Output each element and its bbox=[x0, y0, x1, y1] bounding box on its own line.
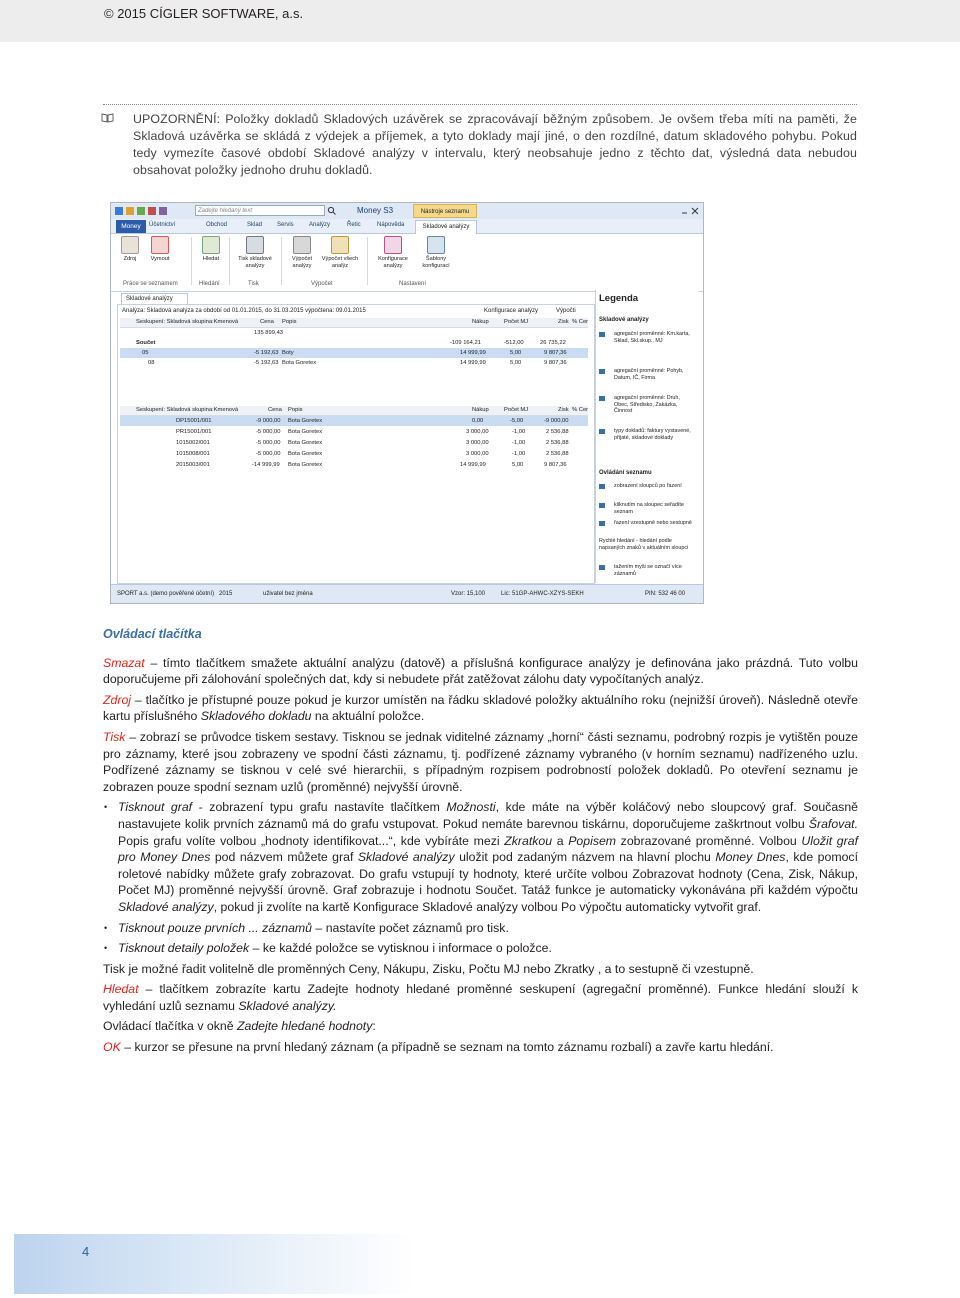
status-company: SPORT a.s. (demo pověřené účetní) bbox=[117, 591, 215, 597]
tab-retic[interactable]: Řetic bbox=[347, 222, 361, 228]
group-tisk: Tisk bbox=[248, 281, 259, 287]
legend-item: typy dokladů: faktury vystavené, přijaté, skladové doklady bbox=[599, 428, 695, 441]
ribbon-tabs bbox=[111, 219, 703, 234]
section-heading: Ovládací tlačítka bbox=[103, 627, 202, 641]
col-nakup[interactable]: Nákup bbox=[472, 407, 489, 413]
vymout-button[interactable]: Vymout bbox=[145, 236, 175, 263]
bullet-prvnich: • Tisknout pouze prvních ... záznamů – nastavíte počet záznamů pro tisk. bbox=[103, 920, 858, 937]
tab-ucetnictvi[interactable]: Účetnictví bbox=[149, 222, 176, 228]
analysis-info: Analýza: Skladová analýza za období od 01.01.2015, do 31.03.2015 výpočtena: 09.01.2015 bbox=[122, 308, 366, 314]
tab-skladove-analyzy[interactable]: Skladové analýzy bbox=[415, 220, 477, 234]
table-row[interactable]: PR15001/001 -5 000,00 Bota Goretex 3 000,00 -1,00 2 536,88 bbox=[176, 429, 569, 435]
book-icon bbox=[101, 113, 114, 123]
paragraph-hledat: Hledat – tlačítkem zobrazíte kartu Zadejte hodnoty hledané proměnné seskupení (agregační proměnné). Funkce hledání slouží k vyhledání uzlů seznamu Skladové analýzy. bbox=[103, 982, 858, 1013]
footer-band bbox=[14, 1234, 414, 1294]
paragraph-ovladaci: Ovládací tlačítka v okně Zadejte hledané hodnoty: bbox=[103, 1019, 376, 1034]
legend-item: agregační proměnné: Druh, Obec, Středisko, Zakázka, Činnost bbox=[599, 395, 695, 415]
app-title: Money S3 bbox=[357, 206, 394, 215]
legend-item: agregační proměnné: Km.karta, Sklad, Skl.skup., MJ bbox=[599, 331, 695, 344]
table-row[interactable]: 1015008/001 -5 000,00 Bota Goretex 3 000,00 -1,00 2 536,88 bbox=[176, 451, 569, 457]
group-nastaveni: Nastavení bbox=[399, 281, 427, 287]
status-user: uživatel bez jména bbox=[263, 591, 313, 597]
konfigurace-link[interactable]: Konfigurace analýzy bbox=[484, 308, 539, 314]
group-vypocet: Výpočet bbox=[311, 281, 333, 287]
col-cena[interactable]: Cena bbox=[260, 319, 274, 325]
paragraph-ok: OK – kurzor se přesune na první hledaný záznam (a případně se seznam na tomto záznamu rozbalí) a zavře kartu hledání. bbox=[103, 1040, 774, 1055]
tab-analyzy[interactable]: Analýzy bbox=[309, 222, 331, 228]
legend-item: řazení vzestupně nebo sestupně bbox=[599, 520, 695, 527]
legend-section: Ovládání seznamu bbox=[599, 470, 652, 476]
paragraph-tisk: Tisk – zobrazí se průvodce tiskem sestavy. Tisknou se jednak viditelné záznamy „horní“ části seznamu, podrobný rozpis je vytištěn pouze pro záznamy, které jsou zobrazeny ve spodní části záznamu, tj. podřízené záznamy vybraného (v horním seznamu) nadřízeného uzlu. Podřízené záznamy se tisknou v celé své hierarchii, s případným rozpisem podrobností položek dokladů. Po otevření seznamu je zobrazen pouze spodní seznam uzlů (proměnné) nejvyšší úrovně. bbox=[103, 729, 858, 794]
tab-napoveda[interactable]: Nápověda bbox=[377, 222, 405, 228]
page-number: 4 bbox=[82, 1244, 90, 1259]
legend-panel bbox=[595, 290, 699, 583]
bullet-detaily: • Tisknout detaily položek – ke každé položce se vytisknou i informace o položce. bbox=[103, 940, 858, 957]
status-pin: PIN: 532 46 00 bbox=[645, 591, 686, 597]
document-tab[interactable]: Skladové analýzy bbox=[121, 293, 188, 304]
paragraph-smazat: Smazat – tímto tlačítkem smažete aktuální analýzu (datově) a příslušná konfigurace analýzy je definována jako prázdná. Tuto volbu doporučujeme při zálohování společných dat, kdy si nebudete přát zatěžovat zálohu daty vypočítaných analýz. bbox=[103, 655, 858, 687]
copyright: © 2015 CÍGLER SOFTWARE, a.s. bbox=[104, 6, 304, 21]
dotted-divider bbox=[103, 104, 857, 105]
konfigurace-button[interactable]: Konfigurace analýzy bbox=[371, 236, 415, 269]
vypocti-link[interactable]: Výpočti bbox=[556, 308, 576, 314]
legend-item: kliknutím na sloupec seřadíte seznam bbox=[599, 502, 695, 515]
top-grid-header bbox=[120, 318, 588, 328]
col-zisk[interactable]: Zisk bbox=[558, 407, 569, 413]
ribbon-separator bbox=[191, 237, 192, 285]
ribbon bbox=[111, 234, 703, 292]
page-header bbox=[0, 0, 960, 42]
paragraph-zdroj: Zdroj – tlačítko je přístupné pouze pokud je kurzor umístěn na řádku skladové položky aktuálního roku (nejnižší úroveň). Následně otevře kartu příslušného Skladového dokladu na aktuální položce. bbox=[103, 692, 858, 724]
zdroj-button[interactable]: Zdroj bbox=[117, 236, 143, 263]
tab-servis[interactable]: Servis bbox=[277, 222, 294, 228]
tab-money[interactable]: Money bbox=[116, 220, 146, 233]
sablony-button[interactable]: Šablony konfigurací bbox=[417, 236, 455, 269]
legend-title: Legenda bbox=[599, 293, 639, 304]
col-zisk[interactable]: Zisk bbox=[558, 319, 569, 325]
ribbon-separator bbox=[281, 237, 282, 285]
legend-item: agregační proměnné: Pohyb, Datum, IČ, Firma bbox=[599, 368, 695, 381]
title-bar bbox=[111, 203, 703, 220]
table-row[interactable]: Součet -109 164,21 -512,00 26 735,22 bbox=[136, 340, 566, 346]
vypocet-analyzy-button[interactable]: Výpočet analýzy bbox=[285, 236, 319, 269]
status-records: Vzor: 15,100 bbox=[451, 591, 486, 597]
ribbon-separator bbox=[367, 237, 368, 285]
table-row[interactable]: DP15001/001 -9 000,00 Bota Goretex 0,00 -5,00 -9 000,00 bbox=[120, 416, 588, 426]
search-icon[interactable] bbox=[327, 206, 336, 215]
legend-item: Rychlé hledání - hledání podle napsaných znaků v aktuálním sloupci bbox=[599, 538, 689, 551]
col-pct[interactable]: % Cer bbox=[572, 319, 589, 325]
vypocet-vsech-button[interactable]: Výpočet všech analýz bbox=[321, 236, 359, 269]
col-seskupeni[interactable]: Seskupení: Skladová skupina:Kmenová bbox=[136, 407, 239, 413]
col-pct[interactable]: % Cer bbox=[572, 407, 589, 413]
group-hledani: Hledání bbox=[199, 281, 220, 287]
status-year: 2015 bbox=[219, 591, 233, 597]
status-bar bbox=[111, 584, 703, 604]
app-screenshot bbox=[110, 202, 704, 604]
group-prace: Práce se seznamem bbox=[123, 281, 178, 287]
tab-obchod[interactable]: Obchod bbox=[206, 222, 228, 228]
legend-item: tažením myši se označí více záznamů bbox=[599, 564, 695, 577]
table-row[interactable]: 05 -5 192,63 Boty 14 999,99 5,00 9 807,36 bbox=[120, 348, 588, 358]
search-input[interactable]: Zadejte hledaný text bbox=[195, 205, 325, 216]
legend-item: zobrazení sloupců po řazení bbox=[599, 483, 695, 490]
table-row[interactable]: 2015003/001 -14 999,99 Bota Goretex 14 999,99 5,00 9 807,36 bbox=[176, 462, 567, 468]
table-row[interactable]: 135 899,43 bbox=[254, 330, 284, 336]
window-controls-icon[interactable] bbox=[681, 206, 699, 216]
legend-section: Skladové analýzy bbox=[599, 317, 649, 323]
tools-tab-header: Nástroje seznamu bbox=[413, 204, 477, 218]
tab-sklad[interactable]: Sklad bbox=[247, 222, 263, 228]
ribbon-separator bbox=[229, 237, 230, 285]
col-pocet[interactable]: Počet MJ bbox=[504, 407, 529, 413]
status-license: Lic: 51GP-AHWC-XZYS-SEKH bbox=[501, 591, 584, 597]
col-seskupeni[interactable]: Seskupení: Skladová skupina:Kmenová bbox=[136, 319, 239, 325]
tisk-analyzy-button[interactable]: Tisk skladové analýzy bbox=[233, 236, 277, 269]
bullet-graf: • Tisknout graf - zobrazení typu grafu nastavíte tlačítkem Možnosti, kde máte na výběr koláčový nebo sloupcový graf. Současně nastavujete kolik prvních záznamů má do grafu vstupovat. Pokud nemáte barevnou tiskárnu, doporučujeme zaškrtnout volbu Šrafovat. Popis grafu volíte volbou „hodnoty identifikovat...“, kde vybíráte mezi Zkratkou a Popisem zobrazované proměnné. Volbou Uložit graf pro Money Dnes pod názvem můžete graf Skladové analýzy uložit pod zadaným názvem na hlavní plochu Money Dnes, kde pomocí roletové nabídky můžete grafy zobrazovat. Do grafu vstupují ty hodnoty, které určíte volbou Zobrazovat hodnoty (Cena, Zisk, Nákup, Počet MJ) proměnné nejvyšší úrovně. Graf zobrazuje i hodnotu Součet. Tatáž funkce je automaticky vykonávána při každém výpočtu Skladové analýzy, pokud ji zvolíte na kartě Konfigurace Skladové analýzy volbou Po výpočtu automaticky vytvořit graf. bbox=[103, 799, 858, 915]
col-pocet[interactable]: Počet MJ bbox=[504, 319, 529, 325]
warning-note: UPOZORNĚNÍ: Položky dokladů Skladových uzávěrek se zpracovávají běžným způsobem. Je ovšem třeba míti na paměti, že Skladová uzávěrka se skládá z výdejek a příjemek, a tyto doklady mají jiné, o den rozdílné, datum skladového pohybu. Pokud tedy vymezíte časové období Skladové analýzy v intervalu, který neobsahuje jedno z těchto dat, výsledná data nebudou obsahovat položky jednoho druhu dokladů. bbox=[133, 112, 857, 177]
table-row[interactable]: 1015002/001 -5 000,00 Bota Goretex 3 000,00 -1,00 2 536,88 bbox=[176, 440, 569, 446]
paragraph-tisk-razeni: Tisk je možné řadit volitelně dle proměnných Ceny, Nákupu, Zisku, Počtu MJ nebo Zkratky , a to sestupně či vzestupně. bbox=[103, 961, 754, 976]
col-popis[interactable]: Popis bbox=[282, 319, 297, 325]
col-cena[interactable]: Cena bbox=[268, 407, 282, 413]
quick-access-icons[interactable] bbox=[115, 206, 185, 216]
hledat-button[interactable]: Hledat bbox=[197, 236, 225, 263]
col-popis[interactable]: Popis bbox=[288, 407, 303, 413]
col-nakup[interactable]: Nákup bbox=[472, 319, 489, 325]
analysis-panel bbox=[117, 304, 595, 584]
bottom-grid-header bbox=[120, 406, 588, 416]
table-row[interactable]: 08 -5 192,63 Bota Goretex 14 999,99 5,00 9 807,36 bbox=[148, 360, 567, 366]
body-text bbox=[103, 626, 858, 1060]
